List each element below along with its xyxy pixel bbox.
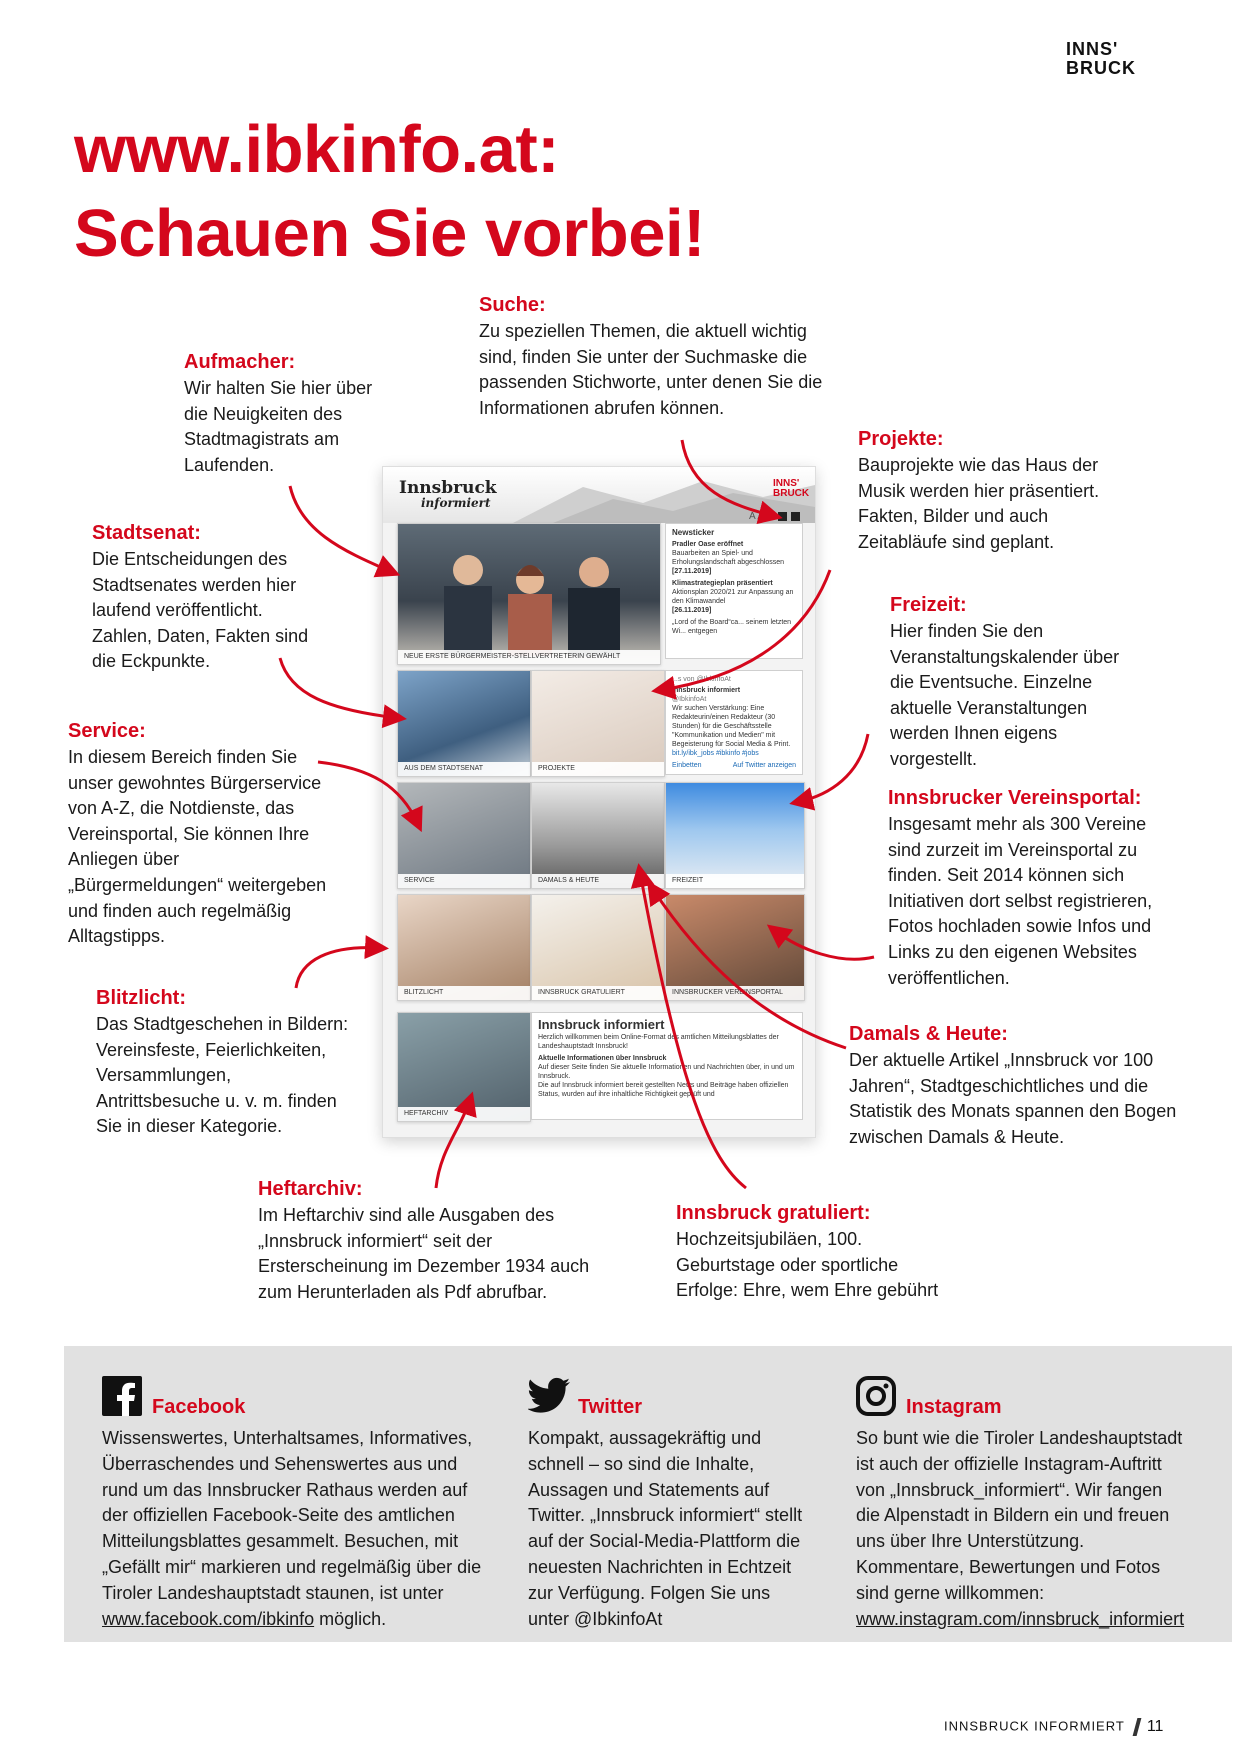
footer-label: INNSBRUCK INFORMIERT xyxy=(944,1718,1125,1734)
news-item-date: [26.11.2019] xyxy=(672,607,712,614)
facebook-body: Wissenswertes, Unterhaltsames, Informatives, Überraschendes und Sehenswertes aus und rund um das Innsbrucker Rathaus werden auf der offiziellen Facebook-Seite des amtlichen Mitteilungsblattes gesammelt. Besuchen, mit „Gefällt mir“ markieren und regelmäßig über die Tiroler Landeshauptstadt staunen, ist unter xyxy=(102,1428,482,1603)
twitter-view-link[interactable]: Auf Twitter anzeigen xyxy=(732,762,796,769)
tile-caption: PROJEKTE xyxy=(532,762,664,776)
logo-line-2: BRUCK xyxy=(1066,58,1136,78)
footer-divider xyxy=(1132,1718,1141,1736)
arrow-suche xyxy=(682,440,774,516)
arrow-service xyxy=(318,762,418,824)
logo-line-1: INNS' xyxy=(1066,39,1119,59)
callout-text: Der aktuelle Artikel „Innsbruck vor 100 Jahren“, Stadtgeschichtliches und die Statistik des Monats spannen den Bogen zwischen Damals & Heute. xyxy=(849,1050,1177,1147)
twitter-title: Twitter xyxy=(578,1396,643,1418)
callout-text: Im Heftarchiv sind alle Ausgaben des „Innsbruck informiert“ seit der Ersterscheinung im Dezember 1934 auch zum Herunterladen als Pdf abrufbar. xyxy=(258,1205,590,1302)
arrow-stadtsenat xyxy=(280,658,398,718)
instagram-icon[interactable] xyxy=(856,1376,896,1416)
twitter-header xyxy=(528,1376,810,1426)
callout-title: Heftarchiv: xyxy=(258,1178,363,1200)
font-size-switch[interactable]: A A A xyxy=(749,511,772,522)
article-text: Herzlich willkommen beim Online-Format des amtlichen Mitteilungsblattes der Landeshauptstadt Innsbruck! xyxy=(538,1034,779,1050)
news-item-title[interactable]: „Lord of the Board“ca... seinem letzten Wi... entgegen xyxy=(672,619,792,635)
callout-title: Stadtsenat: xyxy=(92,522,201,544)
instagram-link[interactable]: www.instagram.com/innsbruck_informiert xyxy=(856,1608,1185,1629)
callout-title: Freizeit: xyxy=(890,594,967,616)
callout-text: Zu speziellen Themen, die aktuell wichtig sind, finden Sie unter der Suchmaske die passenden Stichworte, unter denen Sie die Informationen abrufen können. xyxy=(479,321,823,418)
site-logo-line-2: BRUCK xyxy=(773,488,810,499)
callout-text: Hier finden Sie den Veranstaltungskalender über die Eventsuche. Einzelne aktuelle Veranstaltungen werden Ihnen eigens vorgestellt. xyxy=(890,621,1120,769)
page-number: 11 xyxy=(1146,1718,1164,1735)
tile-caption: HEFTARCHIV xyxy=(398,1107,530,1121)
callout-title: Projekte: xyxy=(858,428,944,450)
article-text: Die auf Innsbruck informiert bereit gestellten News und Beiträge haben offiziellen Status, wurden auf ihre inhaltliche Richtigkeit geprüft und xyxy=(538,1082,789,1098)
arrow-freizeit xyxy=(798,734,868,802)
callout-title: Suche: xyxy=(479,294,546,316)
twitter-handle: @IbkinfoAt xyxy=(672,696,707,703)
instagram-title: Instagram xyxy=(906,1396,1002,1418)
news-item-title[interactable]: Pradler Oase eröffnet xyxy=(672,541,744,548)
news-item-text: Bauarbeiten an Spiel- und Erholungslandschaft abgeschlossen xyxy=(672,550,785,566)
title-line-1: www.ibkinfo.at: xyxy=(74,112,560,187)
facebook-icon[interactable] xyxy=(102,1376,142,1416)
twitter-text: Kompakt, aussagekräftig und schnell – so sind die Inhalte, Aussagen und Statements auf Twitter. „Innsbruck informiert“ stellt auf der Social-Media-Plattform die neuesten Nachrichten in Echtzeit zur Verfügung. Folgen Sie uns unter @IbkinfoAt xyxy=(528,1428,803,1629)
tile-caption: DAMALS & HEUTE xyxy=(532,874,664,888)
site-brand-name: Innsbruck xyxy=(399,478,497,498)
callout-text: Das Stadtgeschehen in Bildern: Vereinsfeste, Feierlichkeiten, Versammlungen, Antrittsbesuche u. v. m. finden Sie in dieser Kategorie. xyxy=(96,1014,349,1137)
twitter-name[interactable]: Innsbruck informiert xyxy=(672,687,741,694)
callout-text: Insgesamt mehr als 300 Vereine sind zurzeit im Vereinsportal zu finden. Seit 2014 können sich Initiativen dort selbst registrieren, Fotos hochladen sowie Infos und Links zu den eigenen Websites veröffentlichen. xyxy=(888,814,1153,988)
news-item-date: [27.11.2019] xyxy=(672,568,712,575)
hero-caption: NEUE ERSTE BÜRGERMEISTER-STELLVERTRETERIN GEWÄHLT xyxy=(398,650,660,664)
tile-caption: FREIZEIT xyxy=(666,874,804,888)
instagram-body: So bunt wie die Tiroler Landeshauptstadt ist auch der offizielle Instagram-Auftritt von „Innsbruck_informiert“. Wir fangen die Alpenstadt in Bildern ein und freuen uns über Ihre Unterstützung. Kommentare, Bewertungen und Fotos sind gerne willkommen: xyxy=(856,1428,1183,1603)
social-media-panel xyxy=(64,1346,1232,1642)
arrow-innsbruck-gratuliert xyxy=(640,872,746,1188)
callout-title: Blitzlicht: xyxy=(96,987,186,1009)
tile-caption: AUS DEM STADTSENAT xyxy=(398,762,530,776)
facebook-link[interactable]: www.facebook.com/ibkinfo xyxy=(102,1608,315,1629)
callout-text: In diesem Bereich finden Sie unser gewohntes Bürgerservice von A-Z, die Notdienste, das Vereinsportal, Sie können Ihre Anliegen über „Bürgermeldungen“ weitergeben und finden auch regelmäßig Alltagstipps. xyxy=(68,747,327,947)
site-logo-line-1: INNS' xyxy=(773,478,800,489)
callout-text: Hochzeitsjubiläen, 100. Geburtstage oder sportliche Erfolge: Ehre, wem Ehre gebührt xyxy=(676,1229,939,1301)
instagram-header xyxy=(856,1376,1188,1426)
instagram-text xyxy=(856,1426,1188,1632)
article-text: Auf dieser Seite finden Sie aktuelle Informationen und Nachrichten über, in und um Innsbruck. xyxy=(538,1064,795,1080)
callout-title: Innsbrucker Vereinsportal: xyxy=(888,787,1142,809)
tile-caption: BLITZLICHT xyxy=(398,986,530,1000)
arrow-projekte xyxy=(660,570,830,690)
title-line-2: Schauen Sie vorbei! xyxy=(74,196,705,271)
social-instagram xyxy=(856,1376,1188,1632)
callout-title: Aufmacher: xyxy=(184,351,296,373)
arrow-vereinsportal xyxy=(774,930,874,959)
news-item-text: Aktionsplan 2020/21 zur Anpassung an den Klimawandel xyxy=(672,589,794,605)
facebook-text xyxy=(102,1426,484,1632)
newsticker-title: Newsticker xyxy=(672,528,715,537)
article-title: Innsbruck informiert xyxy=(538,1017,665,1032)
facebook-header xyxy=(102,1376,484,1426)
twitter-embed-link[interactable]: Einbetten xyxy=(672,762,702,769)
facebook-title: Facebook xyxy=(152,1396,246,1418)
facebook-suffix: möglich. xyxy=(314,1608,387,1629)
callout-text: Die Entscheidungen des Stadtsenates werden hier laufend veröffentlicht. Zahlen, Daten, Fakten sind die Eckpunkte. xyxy=(92,549,309,672)
arrow-blitzlicht xyxy=(296,948,380,988)
tweet-text: Wir suchen Verstärkung: Eine Redakteurin/einen Redakteur (30 Stunden) für die Geschäftsstelle "Kommunikation und Medien" mit Begeisterung für Social Media & Print. xyxy=(672,705,791,748)
social-twitter xyxy=(528,1376,810,1632)
tile-caption: INNSBRUCKER VEREINSPORTAL xyxy=(666,986,804,1000)
twitter-bird-icon[interactable] xyxy=(528,1376,572,1416)
arrow-aufmacher xyxy=(290,486,392,572)
callout-title: Damals & Heute: xyxy=(849,1023,1008,1045)
callout-text: Bauprojekte wie das Haus der Musik werden hier präsentiert. Fakten, Bilder und auch Zeitabläufe sind geplant. xyxy=(858,455,1100,552)
article-subhead: Aktuelle Informationen über Innsbruck xyxy=(538,1055,667,1062)
callout-title: Service: xyxy=(68,720,146,742)
twitter-head: ...s von @IbkinfoAt xyxy=(672,676,731,683)
callout-title: Innsbruck gratuliert: xyxy=(676,1202,871,1224)
tile-caption: INNSBRUCK GRATULIERT xyxy=(532,986,664,1000)
tile-caption: SERVICE xyxy=(398,874,530,888)
arrow-damals-heute xyxy=(652,888,846,1048)
social-facebook xyxy=(102,1376,484,1632)
callout-text: Wir halten Sie hier über die Neuigkeiten des Stadtmagistrats am Laufenden. xyxy=(184,378,373,475)
site-brand-sub: informiert xyxy=(421,496,491,510)
page-footer xyxy=(944,1718,1163,1736)
tweet-link[interactable]: bit.ly/ibk_jobs #ibkinfo #jobs xyxy=(672,750,759,757)
news-item-title[interactable]: Klimastrategieplan präsentiert xyxy=(672,580,773,587)
arrow-heftarchiv xyxy=(436,1100,470,1188)
